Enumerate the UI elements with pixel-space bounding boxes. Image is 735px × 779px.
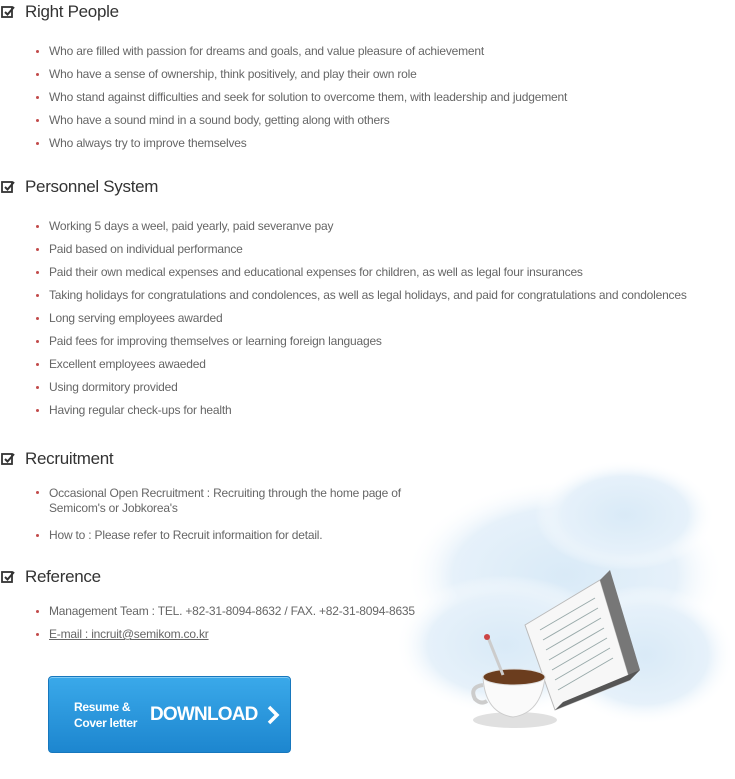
list-item: Paid fees for improving themselves or learning foreign languages — [32, 330, 687, 353]
download-resume-button[interactable] — [48, 676, 291, 753]
book-coffee-illustration — [395, 455, 735, 779]
list-item: Who have a sense of ownership, think positively, and play their own role — [32, 63, 567, 86]
email-link[interactable]: E-mail : incruit@semikom.co.kr — [32, 623, 415, 646]
check-edit-icon — [0, 179, 16, 195]
section-title-text: Right People — [25, 2, 119, 21]
section-title-recruitment — [0, 449, 113, 469]
list-item: Who are filled with passion for dreams and goals, and value pleasure of achievement — [32, 40, 567, 63]
list-item: Long serving employees awarded — [32, 307, 687, 330]
list-item: Taking holidays for congratulations and condolences, as well as legal holidays, and paid for congratulations and condolences — [32, 284, 687, 307]
chevron-right-icon — [266, 704, 280, 726]
section-title-reference — [0, 567, 101, 587]
right-people-list — [32, 40, 567, 155]
section-title-text: Reference — [25, 567, 101, 586]
download-caption — [74, 699, 142, 731]
list-item: Having regular check-ups for health — [32, 399, 687, 422]
list-item: Excellent employees awaeded — [32, 353, 687, 376]
list-item: Working 5 days a weel, paid yearly, paid severanve pay — [32, 215, 687, 238]
check-edit-icon — [0, 4, 16, 20]
section-title-text: Recruitment — [25, 449, 114, 468]
list-item: Who stand against difficulties and seek for solution to overcome them, with leadership and judgement — [32, 86, 567, 109]
list-item: Who always try to improve themselves — [32, 132, 567, 155]
download-label: DOWNLOAD — [150, 703, 258, 725]
list-item: How to : Please refer to Recruit informaition for detail. — [32, 524, 412, 547]
download-caption-line2: Cover letter — [74, 715, 138, 730]
list-item: Who have a sound mind in a sound body, getting along with others — [32, 109, 567, 132]
check-edit-icon — [0, 451, 16, 467]
section-title-right-people — [0, 2, 119, 22]
list-item: Using dormitory provided — [32, 376, 687, 399]
list-item: Occasional Open Recruitment : Recruiting through the home page of Semicom's or Jobkorea's — [32, 485, 412, 516]
section-title-personnel-system — [0, 177, 158, 197]
check-edit-icon — [0, 569, 16, 585]
recruitment-list — [32, 485, 412, 547]
list-item: Paid based on individual performance — [32, 238, 687, 261]
section-title-text: Personnel System — [25, 177, 159, 196]
list-item: Paid their own medical expenses and educational expenses for children, as well as legal four insurances — [32, 261, 687, 284]
reference-list — [32, 600, 415, 646]
personnel-system-list — [32, 215, 687, 422]
list-item: Management Team : TEL. +82-31-8094-8632 / FAX. +82-31-8094-8635 — [32, 600, 415, 623]
download-caption-line1: Resume & — [74, 699, 131, 714]
